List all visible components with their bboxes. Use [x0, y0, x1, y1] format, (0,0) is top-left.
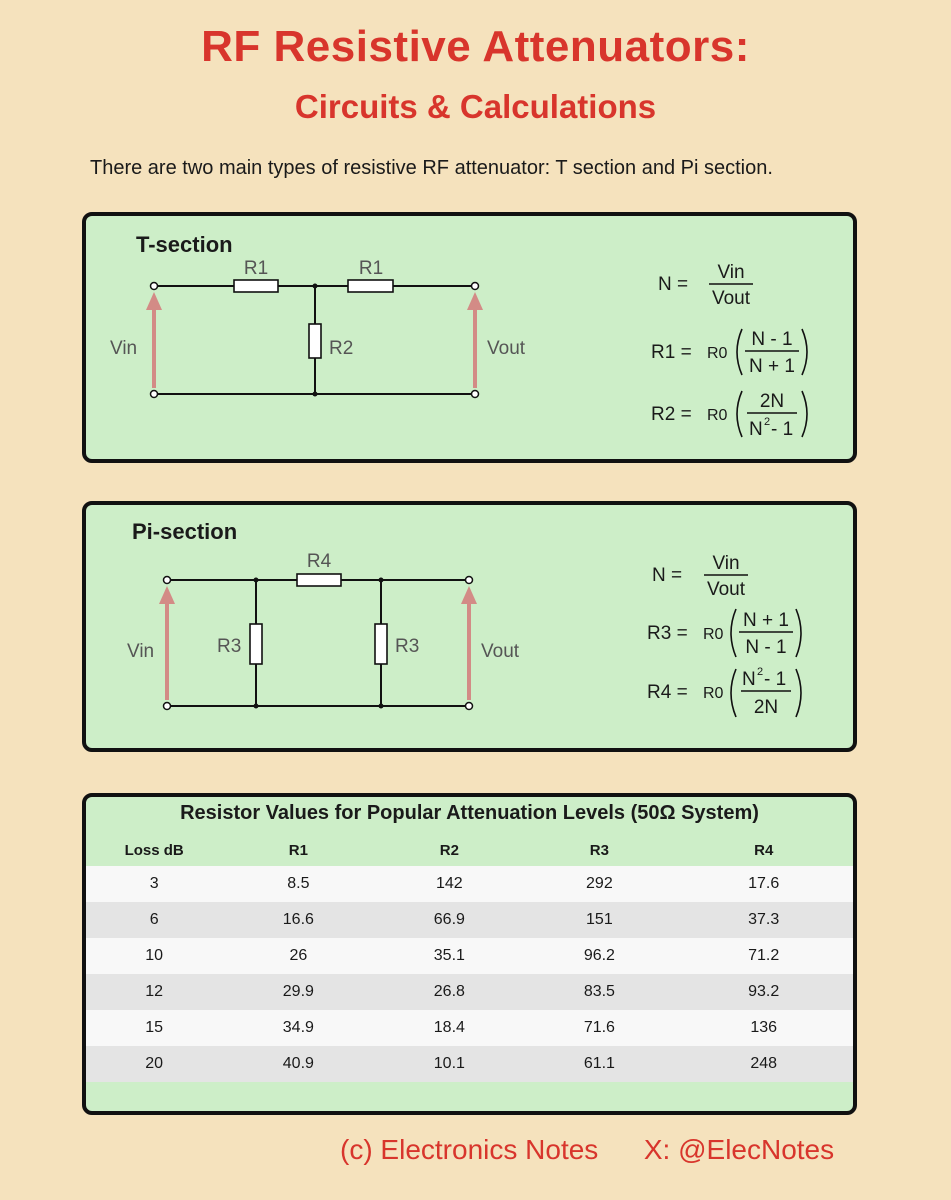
svg-text:R4 =: R4 = [647, 682, 688, 703]
pi-formula-r4 [647, 666, 801, 718]
pi-r3-left-resistor [250, 624, 262, 664]
t-junction-bottom [313, 392, 318, 397]
svg-text:N =: N = [658, 274, 689, 295]
footer-copyright: (c) Electronics Notes [340, 1134, 599, 1165]
pi-formula-n [652, 553, 748, 600]
t-vin-terminal-top [151, 283, 158, 290]
pi-vout-terminal-bottom [466, 703, 473, 710]
svg-text:N: N [749, 419, 763, 440]
pi-formula-r3 [647, 609, 801, 658]
svg-text:- 1: - 1 [771, 419, 794, 440]
table-cell: 34.9 [282, 1019, 314, 1036]
pi-junction-1 [254, 578, 259, 583]
t-r2-label: R2 [329, 338, 354, 359]
table-cell: 142 [436, 875, 463, 892]
t-r2-resistor [309, 324, 321, 358]
svg-text:Vin: Vin [712, 553, 740, 574]
values-table [86, 834, 853, 1082]
t-vout-label: Vout [487, 338, 526, 359]
pi-vout-arrowhead [461, 586, 477, 604]
pi-vin-arrowhead [159, 586, 175, 604]
footer-social-handle: X: @ElecNotes [643, 1134, 835, 1165]
table-cell: 16.6 [282, 911, 314, 928]
pi-junction-2 [379, 578, 384, 583]
intro-text: There are two main types of resistive RF attenuator: T section and Pi section. [90, 157, 773, 179]
svg-text:R3 =: R3 = [647, 623, 688, 644]
svg-text:Vout: Vout [706, 579, 746, 600]
table-cell: 29.9 [282, 983, 314, 1000]
table-cell: 248 [750, 1055, 778, 1072]
pi-r3-right-label: R3 [395, 636, 420, 657]
table-cell: 93.2 [748, 983, 780, 1000]
page-title: RF Resistive Attenuators: [201, 22, 750, 71]
table-header-row [86, 834, 853, 866]
table-cell: 151 [586, 911, 613, 928]
header-r3: R3 [589, 841, 609, 859]
table-cell: 8.5 [287, 875, 310, 892]
svg-text:2: 2 [764, 416, 771, 428]
svg-text:R1 =: R1 = [651, 342, 692, 363]
table-cell: 26 [289, 947, 308, 964]
t-formula-r1 [651, 329, 807, 377]
table-cell: 40.9 [282, 1055, 314, 1072]
svg-text:R0: R0 [707, 407, 728, 424]
svg-text:2: 2 [757, 666, 764, 678]
t-section-panel [82, 212, 857, 463]
pi-vin-terminal-bottom [164, 703, 171, 710]
table-cell: 71.6 [583, 1019, 615, 1036]
t-formula-r2 [651, 391, 807, 440]
svg-text:2N: 2N [753, 697, 779, 718]
table-cell: 35.1 [433, 947, 465, 964]
table-cell: 6 [149, 911, 159, 928]
t-section-title: T-section [136, 232, 233, 257]
t-r1-right-resistor [348, 280, 393, 292]
t-r1-left-resistor [234, 280, 278, 292]
table-row [86, 1046, 853, 1082]
table-cell: 10.1 [433, 1055, 465, 1072]
svg-text:- 1: - 1 [764, 669, 787, 690]
pi-r3-left-label: R3 [217, 636, 242, 657]
table-cell: 61.1 [583, 1055, 615, 1072]
t-vout-arrowhead [467, 292, 483, 310]
pi-shunt-wires [256, 580, 381, 706]
table-row [86, 866, 853, 902]
table-row [86, 974, 853, 1010]
svg-text:N =: N = [652, 565, 683, 586]
t-vin-terminal-bottom [151, 391, 158, 398]
svg-text:2N: 2N [759, 391, 785, 412]
pi-r4-resistor [297, 574, 341, 586]
pi-section-diagram [86, 505, 853, 748]
table-cell: 136 [750, 1019, 778, 1036]
pi-vout-terminal-top [466, 577, 473, 584]
svg-text:N: N [742, 669, 756, 690]
table-cell: 292 [586, 875, 613, 892]
table-cell: 26.8 [433, 983, 465, 1000]
t-section-diagram [86, 216, 853, 459]
svg-text:Vout: Vout [711, 288, 751, 309]
t-r1-right-label: R1 [358, 258, 384, 279]
svg-text:R0: R0 [703, 685, 724, 702]
pi-vin-label: Vin [127, 641, 155, 662]
svg-text:N - 1: N - 1 [751, 329, 793, 350]
pi-junction-3 [254, 704, 259, 709]
svg-text:R0: R0 [703, 626, 724, 643]
svg-text:R2 =: R2 = [651, 404, 692, 425]
header-r2: R2 [439, 841, 459, 859]
pi-junction-4 [379, 704, 384, 709]
svg-text:R0: R0 [707, 345, 728, 362]
table-cell: 17.6 [748, 875, 780, 892]
footer-credits [340, 1134, 834, 1166]
header-r4: R4 [754, 841, 774, 859]
table-cell: 18.4 [433, 1019, 465, 1036]
table-cell: 66.9 [433, 911, 465, 928]
values-table-title: Resistor Values for Popular Attenuation Levels (50Ω System) [180, 802, 759, 824]
page-subtitle: Circuits & Calculations [294, 88, 657, 125]
table-cell: 83.5 [583, 983, 615, 1000]
t-vout-terminal-bottom [472, 391, 479, 398]
pi-r3-right-resistor [375, 624, 387, 664]
table-cell: 71.2 [748, 947, 780, 964]
table-cell: 3 [149, 875, 159, 892]
table-cell: 96.2 [583, 947, 615, 964]
pi-vout-label: Vout [481, 641, 520, 662]
t-vout-terminal-top [472, 283, 479, 290]
t-r1-left-label: R1 [243, 258, 269, 279]
t-vin-arrowhead [146, 292, 162, 310]
t-vin-label: Vin [110, 338, 138, 359]
table-row [86, 1010, 853, 1046]
pi-vin-terminal-top [164, 577, 171, 584]
table-row [86, 902, 853, 938]
t-formula-n [658, 262, 753, 309]
table-cell: 10 [145, 947, 164, 964]
pi-section-panel [82, 501, 857, 752]
svg-text:Vin: Vin [717, 262, 745, 283]
pi-r4-label: R4 [306, 551, 332, 572]
table-cell: 37.3 [748, 911, 780, 928]
header-loss-db: Loss dB [124, 841, 184, 859]
t-junction-top [313, 284, 318, 289]
table-row [86, 938, 853, 974]
table-cell: 12 [145, 983, 164, 1000]
svg-text:N + 1: N + 1 [749, 356, 795, 377]
pi-section-title: Pi-section [132, 519, 238, 544]
header-r1: R1 [288, 841, 308, 859]
table-cell: 15 [145, 1019, 164, 1036]
table-cell: 20 [145, 1055, 164, 1072]
svg-text:N + 1: N + 1 [743, 610, 789, 631]
svg-text:N - 1: N - 1 [745, 637, 787, 658]
